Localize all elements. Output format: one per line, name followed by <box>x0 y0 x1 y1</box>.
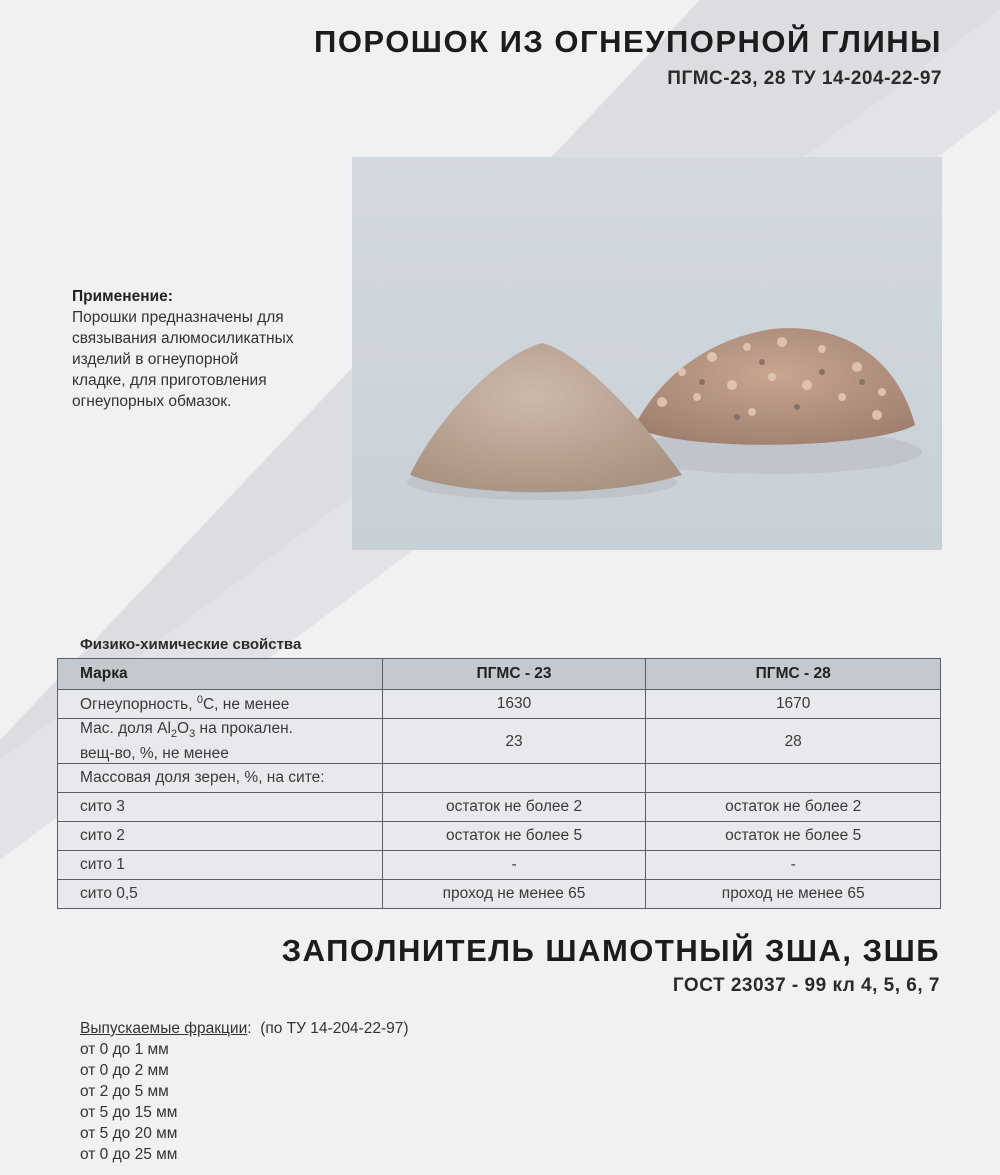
row-label: сито 2 <box>58 822 383 851</box>
fractions-heading-line: Выпускаемые фракции: (по ТУ 14-204-22-97) <box>80 1020 409 1037</box>
row-label: Мас. доля $Al_2O_3$ на прокален. вещ-во, %, не менее <box>58 719 383 764</box>
cell-value: 28 <box>646 719 941 764</box>
cell-value: 1630 <box>382 690 646 719</box>
fraction-item: от 0 до 1 мм <box>80 1041 169 1058</box>
fraction-item: от 2 до 5 мм <box>80 1083 169 1100</box>
cell-value: - <box>646 851 941 880</box>
table-row <box>58 764 941 793</box>
cell-value: проход не менее 65 <box>646 880 941 909</box>
application-block <box>72 286 347 412</box>
row-label: Огнеупорность, $^0$С, не менее <box>58 690 383 719</box>
fraction-item: от 5 до 15 мм <box>80 1104 178 1121</box>
product-photo <box>352 157 942 550</box>
table-header-row <box>58 659 941 690</box>
cell-value: - <box>382 851 646 880</box>
application-line: связывания алюмосиликатных <box>72 330 294 347</box>
application-line: изделий в огнеупорной <box>72 351 239 368</box>
application-line: огнеупорных обмазок. <box>72 393 232 410</box>
cell-value <box>646 764 941 793</box>
filler-subtitle: ГОСТ 23037 - 99 кл 4, 5, 6, 7 <box>672 975 940 996</box>
properties-table <box>57 658 941 909</box>
row-label: Массовая доля зерен, %, на сите: <box>58 764 383 793</box>
column-header-pgms28: ПГМС - 28 <box>646 659 941 690</box>
cell-value: остаток не более 5 <box>382 822 646 851</box>
fractions-note: (по ТУ 14-204-22-97) <box>251 1020 409 1037</box>
cell-value: остаток не более 2 <box>382 793 646 822</box>
row-label: сито 0,5 <box>58 880 383 909</box>
cell-value: остаток не более 5 <box>646 822 941 851</box>
properties-heading: Физико-химические свойства <box>80 636 302 653</box>
filler-title: ЗАПОЛНИТЕЛЬ ШАМОТНЫЙ ЗША, ЗШБ <box>281 933 940 968</box>
row-label: сито 1 <box>58 851 383 880</box>
fraction-item: от 0 до 2 мм <box>80 1062 169 1079</box>
column-header-pgms23: ПГМС - 23 <box>382 659 646 690</box>
fraction-item: от 5 до 20 мм <box>80 1125 178 1142</box>
table-row <box>58 851 941 880</box>
fractions-heading: Выпускаемые фракции <box>80 1020 248 1037</box>
fraction-item: от 0 до 25 мм <box>80 1146 178 1163</box>
cell-value <box>382 764 646 793</box>
cell-value: проход не менее 65 <box>382 880 646 909</box>
cell-value: остаток не более 2 <box>646 793 941 822</box>
table-row <box>58 793 941 822</box>
row-label: сито 3 <box>58 793 383 822</box>
cell-value: 23 <box>382 719 646 764</box>
column-header-grade: Марка <box>58 659 383 690</box>
fractions-block <box>80 1018 409 1165</box>
cell-value: 1670 <box>646 690 941 719</box>
application-heading: Применение: <box>72 288 173 305</box>
table-row <box>58 822 941 851</box>
application-line: Порошки предназначены для <box>72 309 284 326</box>
table-row <box>58 690 941 719</box>
page-subtitle: ПГМС-23, 28 ТУ 14-204-22-97 <box>667 68 942 89</box>
application-line: кладке, для приготовления <box>72 372 267 389</box>
table-row <box>58 719 941 764</box>
table-row <box>58 880 941 909</box>
page-title: ПОРОШОК ИЗ ОГНЕУПОРНОЙ ГЛИНЫ <box>314 24 942 59</box>
